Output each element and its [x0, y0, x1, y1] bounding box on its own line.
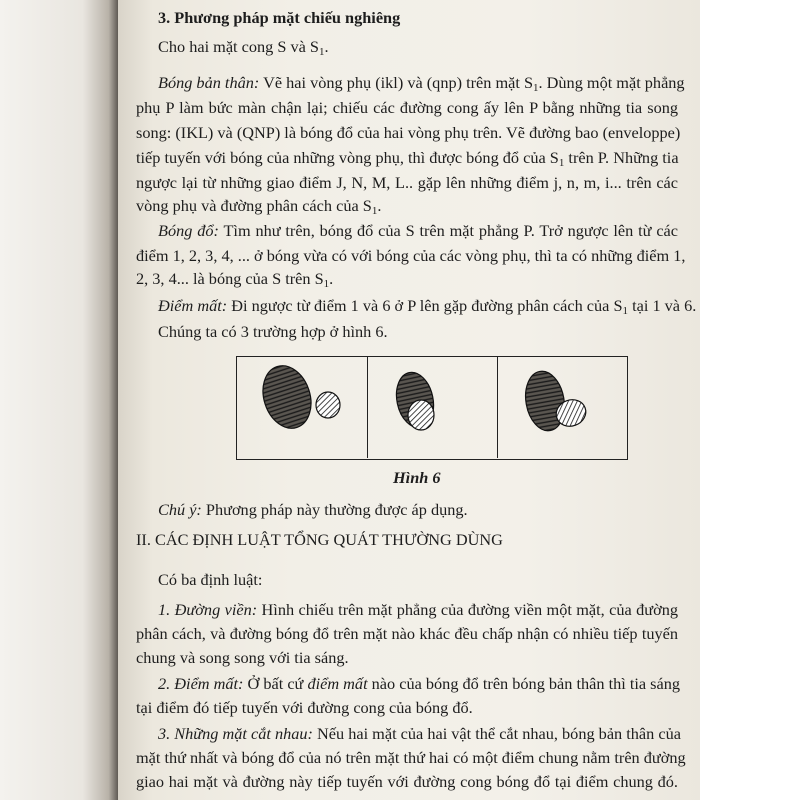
intro-line: Cho hai mặt cong S và $S_1$.	[158, 37, 329, 58]
law2-line-2: tại điểm đó tiếp tuyến với đường cong của bóng đổ.	[136, 698, 473, 717]
p4-line: Chúng ta có 3 trường hợp ở hình 6.	[158, 322, 388, 341]
panel-3-shapes	[521, 368, 589, 434]
panel-1-shapes	[255, 359, 340, 434]
figure-6-drawing	[237, 357, 629, 461]
figure-caption: Hình 6	[393, 468, 441, 487]
law3-line-1: 3. Những mặt cắt nhau: Nếu hai mặt của hai vật thể cắt nhau, bóng bản thân của	[158, 724, 681, 743]
law3-line-3: giao hai mặt và đường này tiếp tuyến với đường cong bóng đổ tại điểm chung đó.	[136, 772, 678, 791]
figure-6-frame	[236, 356, 628, 460]
p1-line-2: phụ P làm bức màn chận lại; chiếu các đường cong ấy lên P bằng những tia song	[136, 98, 678, 117]
small-body-shadow-1	[316, 392, 340, 418]
law1-line-1: 1. Đường viền: Hình chiếu trên mặt phẳng của đường viền một mặt, của đường	[158, 600, 679, 619]
p1-line-3: song: (IKL) và (QNP) là bóng đổ của hai vòng phụ trên. Vẽ đường bao (enveloppe)	[136, 123, 681, 142]
small-body-shadow-2	[408, 400, 434, 430]
law1-line-3: chung và song song với tia sáng.	[136, 648, 349, 667]
law2-line-1: 2. Điểm mất: Ở bất cứ điểm mất nào của bóng đổ trên bóng bản thân thì tia sáng	[158, 674, 681, 693]
section-title: 3. Phương pháp mặt chiếu nghiêng	[158, 8, 401, 27]
p1-line-4: tiếp tuyến với bóng của những vòng phụ, thì được bóng đổ của $S_1$ trên P. Những tia	[136, 148, 679, 169]
book-spine-shadow	[0, 0, 118, 800]
large-body-shadow-1	[255, 359, 319, 434]
p2-line-1: Bóng đổ: Tìm như trên, bóng đổ của S trên mặt phẳng P. Trở ngược lên từ các	[158, 221, 679, 240]
section2-title: II. CÁC ĐỊNH LUẬT TỔNG QUÁT THƯỜNG DÙNG	[136, 530, 503, 549]
p1-line-6: vòng phụ và đường phân cách của $S_1$.	[136, 196, 382, 217]
p1-line-5: ngược lại từ những giao điểm J, N, M, L.. gặp lên những điểm j, n, m, i... trên các	[136, 173, 678, 192]
law1-line-2: phân cách, và đường bóng đổ trên mặt nào khác đều chấp nhận có nhiều tiếp tuyến	[136, 624, 678, 643]
p2-line-2: điểm 1, 2, 3, 4, ... ở bóng vừa có với bóng của các vòng phụ, thì ta có những điểm 1,	[136, 246, 686, 265]
panel-2-shapes	[392, 369, 439, 431]
p3-line-1: Điểm mất: Đi ngược từ điểm 1 và 6 ở P lên gặp đường phân cách của $S_1$ tại 1 và 6.	[158, 296, 697, 317]
laws-intro: Có ba định luật:	[158, 570, 263, 589]
p2-line-3: 2, 3, 4... là bóng của S trên $S_1$.	[136, 269, 334, 290]
white-margin	[700, 0, 800, 800]
law3-line-2: mặt thứ nhất và bóng đổ của nó trên mặt thứ hai có một điểm chung nằm trên đường	[136, 748, 686, 767]
p1-line-1: Bóng bản thân: Vẽ hai vòng phụ (ikl) và (qnp) trên mặt $S_1$. Dùng một mặt phẳng	[158, 73, 685, 94]
note-line: Chú ý: Phương pháp này thường được áp dụng.	[158, 500, 468, 519]
